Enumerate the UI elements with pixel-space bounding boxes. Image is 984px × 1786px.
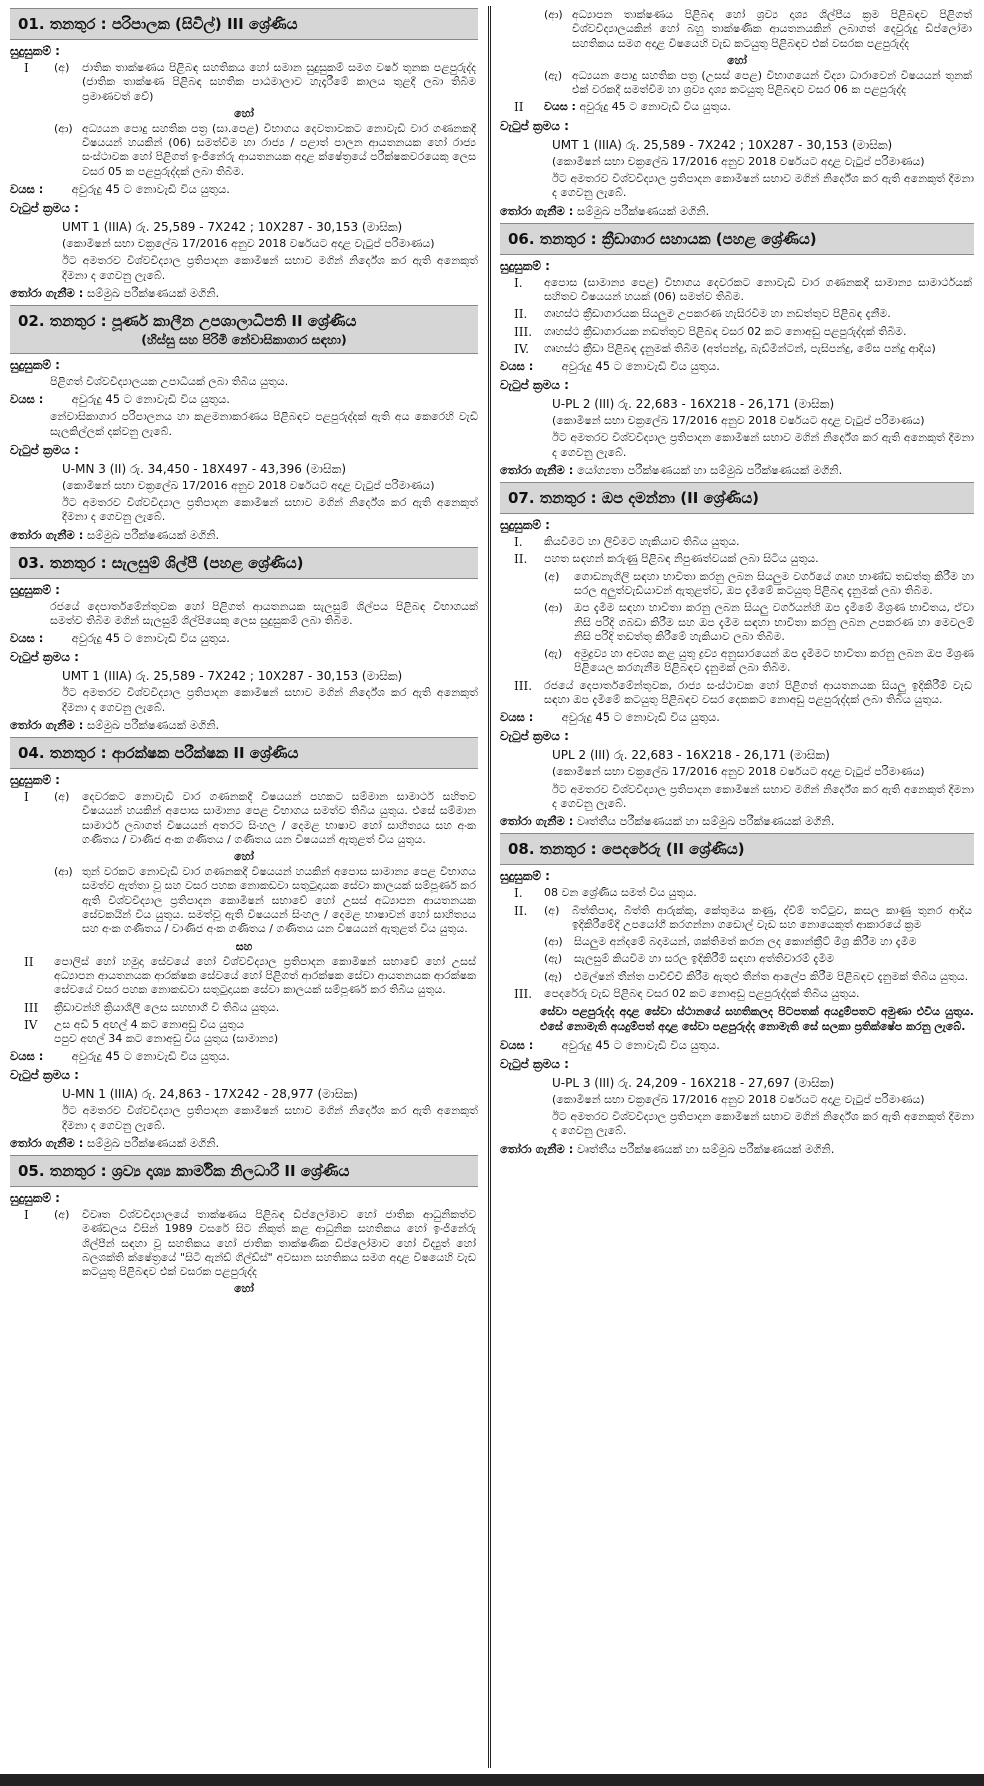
- qualifications-label: සුදුසුකම් :: [10, 582, 60, 597]
- qualification-text: අධ්‍යයන පොදු සහතික පත්‍ර (සා.පෙළ) විභාගය දෙවතාවකට නොවැඩි වාර ගණනකදී විෂයයන් හයකින් (06) සමත්වීම හා රාජ්‍ය / පළාත් පාලන ආයතනයක හෝ රාජ්‍ය සංස්ථාවක හෝ පිළිගත් ඉංජිනේරු ආයතනයක අදාළ ක්ෂේත්‍රයේ පරීක්ෂකවරයෙකු ලෙස වසර 05 ක පළපුරුද්දක් ලබා තිබීම.: [82, 121, 476, 178]
- age-label: වයස :: [544, 100, 576, 114]
- salary-note: (කොමිෂන් සභා චක්‍රලේඛ 17/2016 අනුව 2018 වර්ෂයට අදාළ වැටුප් පරිමාණය): [552, 765, 925, 779]
- selection-row: [10, 718, 478, 733]
- section-07: [500, 482, 974, 829]
- roman-numeral: III.: [514, 324, 533, 339]
- sub-marker: (ආ): [544, 601, 563, 615]
- qualification-text: රජයේ දෙපාර්තමේන්තුවක හෝ පිළිගත් ආයතනයක සැලසුම් ශිල්පය පිළිබඳ විභාගයක් සමත්ව තිබීම මගින් සැලසුම් ශිල්පියෙකු ලෙස සුදුසුකම් ලබා තිබීම.: [50, 599, 478, 628]
- section-01: [10, 8, 478, 301]
- or-separator: හෝ: [234, 106, 254, 120]
- sub-marker: (අ): [544, 569, 560, 583]
- selection-row: [10, 1136, 478, 1151]
- section-05: [10, 1155, 478, 1295]
- qualification-item: [500, 679, 974, 708]
- age-value: අවුරුදු 45 ට නොවැඩි විය යුතුය.: [71, 182, 230, 197]
- sub-marker: (ඈ): [544, 969, 563, 983]
- qualification-text: ජාතික තාක්ෂණය පිළිබඳ සහතිකය හෝ සමාන සුදුසුකම් සමග වර්ෂ තුනක පළපුරුද්ද (ජාතික තාක්ෂණ පිළිබඳ සහතික පාඨමාලාව හැදෑරීමේ කාලය තුළදී ලබා තිබීම ප්‍රමාණවත් වේ): [82, 61, 476, 103]
- age-label: වයස :: [10, 392, 44, 407]
- qualifications-label: සුදුසුකම් :: [500, 869, 550, 884]
- selection-label: තෝරා ගැනීම :: [500, 463, 574, 478]
- allowance-note: ඊට අමතරව විශ්වවිද්‍යාල ප්‍රතිපාදන කොමිෂන් සභාව මගින් නිර්දේශ කර ඇති අනෙකුත් දීමනා ද ගෙවනු ලැබේ.: [62, 496, 478, 524]
- selection-label: තෝරා ගැනීම :: [500, 1141, 574, 1156]
- salary-label: වැටුප් ක්‍රමය :: [500, 118, 569, 133]
- allowance-note: ඊට අමතරව විශ්වවිද්‍යාල ප්‍රතිපාදන කොමිෂන් සභාව මගින් නිර්දේශ කර ඇති අනෙකුත් දීමනා ද ගෙවනු ලැබේ.: [552, 172, 974, 200]
- roman-numeral: III.: [514, 986, 533, 1001]
- allowance-note: ඊට අමතරව විශ්වවිද්‍යාල ප්‍රතිපාදන කොමිෂන් සභාව මගින් නිර්දේශ කර ඇති අනෙකුත් දීමනා ද ගෙවනු ලැබේ.: [552, 782, 974, 810]
- salary-label: වැටුප් ක්‍රමය :: [500, 378, 569, 393]
- roman-numeral: IV: [24, 1017, 38, 1032]
- sub-marker: (ආ): [54, 865, 73, 879]
- roman-numeral: I: [24, 61, 29, 75]
- selection-value: සම්මුඛ පරීක්ෂණයක් මගිනි.: [576, 203, 710, 218]
- qualification-item: [10, 1018, 478, 1047]
- salary-label: වැටුප් ක්‍රමය :: [10, 650, 79, 665]
- section-06: [500, 223, 974, 478]
- sub-marker: (ඇ): [544, 952, 563, 966]
- section-03: [10, 547, 478, 733]
- qualification-subitem: [544, 970, 974, 984]
- salary-note: (කොමිෂන් සභා චක්‍රලේඛ 17/2016 අනුව 2018 වර්ෂයට අදාළ වැටුප් පරිමාණය): [552, 154, 925, 168]
- sub-marker: (අ): [54, 1207, 70, 1221]
- age-value: අවුරුදු 45 ට නොවැඩි විය යුතුය.: [71, 392, 230, 407]
- salary-note: (කොමිෂන් සභා චක්‍රලේඛ 17/2016 අනුව 2018 වර්ෂයට අදාළ වැටුප් පරිමාණය): [62, 478, 435, 492]
- qualification-item: [500, 8, 974, 51]
- roman-numeral: I: [24, 789, 29, 804]
- salary-scale: U-MN 3 (II) රු. 34,450 - 18X497 - 43,396 (මාසික): [62, 461, 347, 476]
- qualification-subitem: [544, 647, 974, 676]
- section-05-continued: [500, 8, 974, 219]
- qualification-text: ගොඩනැගිලි සඳහා භාවිතා කරනු ලබන සියලුම වර්ගයේ ගෘහ භාණ්ඩ තඩත්තු කිරීම හා සරල අලුත්වැඩියාවන් ඇතුළත්ව, ඔප දැමීමේ කටයුතු පිළිබඳ දැනුමක් ලබා තිබීම.: [574, 569, 974, 597]
- qualification-text: පොලිස් හෝ හමුදා සේවයේ හෝ විශ්වවිද්‍යාල ප්‍රතිපාදන කොමිෂන් සභාවේ හෝ උසස් අධ්‍යාපන ආයතනයක ආරක්ෂක සේවයේ හෝ පිළිගත් ආරක්ෂක සේවා ආයතනයක ආරක්ෂක සේවයේ වසර පහක නොකඩවා සතුටුදායක සේවා කාලයක් සම්පූර්ණ කර තිබිය යුතුය.: [54, 954, 476, 997]
- qualification-item: [500, 552, 974, 566]
- salary-scale: U-PL 2 (III) රු. 22,683 - 16X218 - 26,171 (මාසික): [552, 397, 835, 412]
- qualification-text: කියවීමට හා ලිවීමට හැකියාව තිබිය යුතුය.: [544, 535, 740, 549]
- roman-numeral: III: [24, 1000, 39, 1015]
- salary-scale: UMT 1 (IIIA) රු. 25,589 - 7X242 ; 10X287 - 30,153 (මාසික): [552, 137, 893, 152]
- right-column: [500, 6, 974, 1774]
- age-label: වයස :: [10, 182, 44, 197]
- age-label: වයස :: [500, 1037, 534, 1052]
- preference-note: නේවාසිකාගාර පරිපාලනය හා කළමනාකරණය පිළිබඳව පළපුරුද්දක් ඇති අය කෙරෙහි වැඩි සැලකිල්ලක් දක්වනු ලැබේ.: [50, 410, 478, 438]
- selection-row: [500, 463, 974, 478]
- qualification-text: බිත්තිපාද, බිත්ති ආරුක්කු, කේතුමය කණු, ද්වීම් තට්ටුව, කසල කාණු තුනර ආදිය ඉදිකිරීමේදී උපයෝගී කරගන්නා ගඩොල් වැඩ සහ නොයෙකුත් ආකාරයේ ක්‍රම: [572, 903, 972, 931]
- selection-label: තෝරා ගැනීම :: [10, 527, 84, 542]
- qualification-item: [10, 61, 478, 104]
- salary-note: (කොමිෂන් සභා චක්‍රලේඛ 17/2016 අනුව 2018 වර්ෂයට අදාළ වැටුප් පරිමාණය): [62, 237, 435, 251]
- selection-label: තෝරා ගැනීම :: [10, 1135, 84, 1150]
- or-separator: හෝ: [727, 53, 747, 67]
- height-requirement: උස අඩි 5 අඟල් 4 කට නොඅඩු විය යුතුය: [54, 1017, 244, 1031]
- allowance-note: ඊට අමතරව විශ්වවිද්‍යාල ප්‍රතිපාදන කොමිෂන් සභාව මගින් නිර්දේශ කර ඇති අනෙකුත් දීමනා ද ගෙවනු ලැබේ.: [62, 686, 478, 714]
- qualification-text: ගෘහස්ථ ක්‍රීඩාගාරයක නඩත්තුව පිළිබඳ වසර 02 කට නොඅඩු පළපුරුද්දක් තිබීම.: [544, 324, 907, 338]
- salary-scale: U-PL 3 (III) රු. 24,209 - 16X218 - 27,697 (මාසික): [552, 1075, 835, 1090]
- roman-numeral: II: [514, 100, 524, 115]
- section-title: 03. තනතුර : සැලසුම් ශිල්පී (පහළ ශ්‍රේණිය): [10, 547, 478, 579]
- sub-marker: (ඇ): [544, 647, 563, 661]
- qualification-text: 08 වන ශ්‍රේණිය සමත් විය යුතුය.: [544, 886, 697, 900]
- qualification-text: සැලසුම් කියවීම හා සරල ඉදිකිරීම් සඳහා අත්තිවාරම් දැමීම: [574, 952, 835, 966]
- allowance-note: ඊට අමතරව විශ්වවිද්‍යාල ප්‍රතිපාදන කොමිෂන් සභාව මගින් නිර්දේශ කර ඇති අනෙකුත් දීමනා ද ගෙවනු ලැබේ.: [552, 431, 974, 459]
- qualification-text: ඔප දැමීම සඳහා භාවිතා කරනු ලබන සියලු වර්ගයන්හි ඔප දැමීමේ මිශ්‍රණ භාවිතය, ඒවා නිසි පරිදි ගබඩා කිරීම සහ ඔප දැමීම සඳහා භාවිතා කරනු ලබන උපකරණ හා මෙවලම් නිසි පරිදි තඩත්තු කිරීමේ හැකියාව ලබා තිබීම.: [574, 601, 974, 643]
- age-row: [500, 1038, 974, 1053]
- qualifications-label: සුදුසුකම් :: [10, 772, 60, 787]
- qualification-item: [10, 122, 478, 179]
- salary-scale: U-MN 1 (IIIA) රු. 24,863 - 17X242 - 28,977 (මාසික): [62, 1087, 358, 1102]
- qualification-item: [500, 69, 974, 98]
- qualification-text: අපොස (සාමාන්‍ය පෙළ) විභාගය දෙවරකට නොවැඩි වාර ගණනකදී සාමාන්‍ය සාමාර්ථයක් සහිතව විෂයයන් හයක් (06) සමත්ව තිබීම.: [544, 275, 972, 303]
- sub-marker: (ආ): [544, 8, 563, 21]
- roman-numeral: I.: [514, 535, 523, 550]
- age-label: වයස :: [500, 359, 534, 374]
- qualification-subitem: [544, 570, 974, 599]
- qualification-item: [500, 535, 974, 549]
- roman-numeral: I.: [514, 886, 523, 901]
- selection-label: තෝරා ගැනීම :: [500, 814, 574, 829]
- salary-label: වැටුප් ක්‍රමය :: [500, 729, 569, 744]
- qualification-item: [10, 790, 478, 847]
- section-title: 01. තනතුර : පරිපාලක (සිවිල්) III ශ්‍රේණිය: [10, 8, 478, 40]
- section-title: 04. තනතුර : ආරක්ෂක පරීක්ෂක II ශ්‍රේණිය: [10, 737, 478, 769]
- selection-label: තෝරා ගැනීම :: [500, 203, 574, 218]
- left-column: [10, 6, 478, 1774]
- age-row: [500, 710, 974, 725]
- salary-note: (කොමිෂන් සභා චක්‍රලේඛ 17/2016 අනුව 2018 වර්ෂයට අදාළ වැටුප් පරිමාණය): [552, 414, 925, 428]
- qualifications-label: සුදුසුකම් :: [10, 357, 60, 372]
- age-label: වයස :: [10, 631, 44, 646]
- selection-row: [500, 204, 974, 219]
- age-value: අවුරුදු 45 ට නොවැඩි විය යුතුය.: [561, 710, 720, 725]
- sub-marker: (අ): [54, 61, 70, 74]
- roman-numeral: I: [24, 1207, 29, 1222]
- qualification-text: අධ්‍යාපන තාක්ෂණය පිළිබඳ හෝ ශ්‍රව්‍ය දෘශ්‍ය ශිල්පීය ක්‍රම පිළිබඳව පිළිගත් විශ්වවිද්‍යාලයකින් හෝ බහු තාක්ෂණික ආයතනයකින් ලබාගත් දෙවුරුදු ඩිප්ලෝමා සහතිකය සමග අදාළ විෂයෙහි වැඩ කටයුතු පිළිබඳව එක් වසරක පළපුරුද්ද: [572, 8, 972, 50]
- sub-marker: (අ): [544, 903, 560, 917]
- selection-row: [10, 286, 478, 301]
- qualifications-label: සුදුසුකම් :: [500, 518, 550, 533]
- qualification-item: [500, 342, 974, 356]
- section-title: 06. තනතුර : ක්‍රීඩාගාර සහායක (පහළ ශ්‍රේණිය): [500, 223, 974, 255]
- qualification-text: එමල්ෂන් තීන්ත පාවිච්චි කිරීම ඇතුළු තීන්ත ආලේප කිරීම පිළිබඳව දැනුමක් තිබිය යුතුය.: [574, 969, 969, 983]
- qualification-text: තුන් වරකට නොවැඩි වාර ගණනකදී විෂයයන් හයකින් අපොස සාමාන්‍ය පෙළ විභාගය සමත්ව ඇත්තා වූ සහ වසර පහක නොකඩවා සතුටුදායක සේවා කාලයක් සම්පූර්ණ කර ඇති විශ්වවිද්‍යාල ප්‍රතිපාදන කොමිෂන් සභාවේ හෝ උසස් අධ්‍යාපන ආයතනයක සේවකයින් විය යුතුය. සමත්වූ ඇති විෂයයන් සිංහල / දෙමළ භාෂාවන් හෝ සාහිත්‍යය සහ අංක ගණිතය / වාණිජ අංක ගණිතය / ගණිතය යන විෂයයන් ඇතුළත් විය යුතුය.: [82, 865, 476, 936]
- chest-requirement: පපුව අඟල් 34 කට නොඅඩු විය යුතුය (සාමාන්‍ය): [54, 1032, 279, 1046]
- age-label: වයස :: [500, 710, 534, 725]
- section-header: [10, 305, 478, 354]
- roman-numeral: IV.: [514, 341, 530, 356]
- qualification-item: [10, 1208, 478, 1279]
- age-value: අවුරුදු 45 ට නොවැඩි විය යුතුය.: [71, 631, 230, 646]
- age-row: [10, 1049, 478, 1064]
- roman-numeral: III.: [514, 678, 533, 693]
- selection-row: [10, 528, 478, 543]
- salary-scale: UMT 1 (IIIA) රු. 25,589 - 7X242 ; 10X287 - 30,153 (මාසික): [62, 669, 403, 684]
- or-separator: හෝ: [234, 850, 254, 864]
- sub-marker: (ආ): [54, 121, 73, 135]
- qualification-item: [500, 904, 974, 933]
- selection-value: සම්මුඛ පරීක්ෂණයක් මගිනි.: [86, 717, 220, 732]
- qualifications-label: සුදුසුකම් :: [500, 258, 550, 273]
- qualification-text: රජයේ දෙපාර්තමේන්තුවක, රාජ්‍ය සංස්ථාවක හෝ පිළිගත් ආයතනයක සියලු ඉදිකිරීම් වැඩ සඳහා ඔප දැමීමේ කටයුතු පිළිබඳව වසර දෙකකට නොඅඩු පළපුරුද්දක් ලබා තිබිය යුතුය.: [544, 678, 972, 707]
- roman-numeral: II.: [514, 903, 528, 918]
- selection-label: තෝරා ගැනීම :: [10, 285, 84, 300]
- roman-numeral: II: [24, 954, 34, 969]
- age-value: අවුරුදු 45 ට නොවැඩි විය යුතුය.: [561, 359, 720, 374]
- qualification-text: විවෘත විශ්වවිද්‍යාලයේ තාක්ෂණය පිළිබඳ ඩිප්ලෝමාව හෝ ජාතික ආධුනිකත්ව මණ්ඩලය විසින් 1989 වසරේ සිට නිකුත් කළ ආධුනික සහතිකය හෝ ඉංජිනේරු ශිල්පීන් සඳහා වූ සහතිකය හෝ ජාතික තාක්ෂණික ඩිප්ලෝමාව හෝ විද්‍යුත් හෝ බලශක්ති ක්ෂේත්‍රයේ "සිටි ඇන්ඩ් ගිල්ඩ්ස්" අවසාන සහතිකය සමග අදාළ විෂයෙහි වැඩ කටයුතු පිළිබඳව එක් වසරක පළපුරුද්ද: [82, 1207, 476, 1279]
- age-row: [10, 182, 478, 197]
- qualification-item: [500, 987, 974, 1001]
- age-row: [10, 631, 478, 646]
- salary-label: වැටුප් ක්‍රමය :: [500, 1056, 569, 1071]
- salary-scale: UMT 1 (IIIA) රු. 25,589 - 7X242 ; 10X287 - 30,153 (මාසික): [62, 220, 403, 235]
- qualification-subitem: [544, 952, 974, 966]
- qualification-text: ගෘහස්ථ ක්‍රීඩා පිළිබඳ දැනුමක් තිබීම (අත්පන්දු, බැඩ්මින්ටන්, පැසිපන්දු, මේස පන්දු ආදිය): [544, 341, 936, 355]
- section-title: 02. තනතුර : පූර්ණ කාලීන උපශාලාධිපති II ශ්‍රේණිය: [18, 311, 357, 330]
- qualification-text: පහත සඳහන් කරුණු පිළිබඳ නිපුණත්වයක් ලබා සිටිය යුතුය.: [544, 552, 819, 566]
- qualification-text: ක්‍රීඩාවන්හි ක්‍රියාශීලී ලෙස සහභාගී වී තිබිය යුතුය.: [54, 1000, 280, 1014]
- salary-note: (කොමිෂන් සභා චක්‍රලේඛ 17/2016 අනුව 2018 වර්ෂයට අදාළ වැටුප් පරිමාණය): [552, 1092, 925, 1106]
- qualifications-label: සුදුසුකම් :: [10, 44, 60, 58]
- qualification-text: දෙවරකට නොවැඩි වාර ගණනකදී විෂයයන් පහකට සම්මාන සාමාර්ථ සහිතව විෂයයන් හයකින් අපොස සාමාන්‍ය පෙළ විභාගය සමත්ව තිබිය යුතුය. එසේ සම්මාන සාමාර්ථ ලබාගත් විෂයයන් අතරට සිංහල / දෙමළ භාෂාව හෝ සාහිත්‍යය සහ අංක ගණිතය / වාණිජ අංක ගණිතය / ගණිතය යන විෂයයන් ඇතුළත් විය යුතුය.: [82, 789, 476, 846]
- selection-row: [500, 1142, 974, 1157]
- section-title: 05. තනතුර : ශ්‍රව්‍ය දෘශ්‍ය කාර්මික නිලධාරී II ශ්‍රේණිය: [10, 1155, 478, 1187]
- qualification-text: අමුද්‍රව්‍ය හා අවශ්‍ය කළ යුතු ද්‍රව්‍ය අනුසාරයෙන් ඔප දැමීමට භාවිතා කරනු ලබන ඔප මිශ්‍රණ පිළියෙල කරගැනීම පිළිබඳව දැනුමක් ලබා තිබීම.: [574, 647, 974, 675]
- bottom-rule: [0, 1774, 984, 1786]
- selection-value: සම්මුඛ පරීක්ෂණයක් මගිනි.: [86, 1135, 220, 1150]
- and-separator: සහ: [235, 939, 253, 953]
- qualification-item: [500, 325, 974, 339]
- selection-value: සම්මුඛ පරීක්ෂණයක් මගිනි.: [86, 527, 220, 542]
- allowance-note: ඊට අමතරව විශ්වවිද්‍යාල ප්‍රතිපාදන කොමිෂන් සභාව මගින් නිර්දේශ කර ඇති අනෙකුත් දීමනා ද ගෙවනු ලැබේ.: [62, 1104, 478, 1132]
- selection-value: සම්මුඛ පරීක්ෂණයක් මගිනි.: [86, 285, 220, 300]
- age-item: [500, 100, 974, 114]
- salary-label: වැටුප් ක්‍රමය :: [10, 1068, 79, 1083]
- allowance-note: ඊට අමතරව විශ්වවිද්‍යාල ප්‍රතිපාදන කොමිෂන් සභාව මගින් නිර්දේශ කර ඇති අනෙකුත් දීමනා ද ගෙවනු ලැබේ.: [62, 254, 478, 282]
- section-02: [10, 305, 478, 543]
- qualification-text: පෙදරේරු වැඩ පිළිබඳ වසර 02 කට නොඅඩු පළපුරුද්දක් තිබිය යුතුය.: [544, 986, 860, 1000]
- section-title: 08. තනතුර : පෙදරේරු (II ශ්‍රේණිය): [500, 833, 974, 865]
- selection-value: යෝග්‍යතා පරීක්ෂණයක් හා සම්මුඛ පරීක්ෂණයක් මගිනි.: [576, 463, 843, 478]
- qualification-text: [54, 1018, 478, 1047]
- roman-numeral: II.: [514, 307, 528, 322]
- qualification-subitem: [544, 935, 974, 949]
- or-separator: හෝ: [234, 1282, 254, 1296]
- qualification-item: [500, 276, 974, 305]
- section-title: 07. තනතුර : ඔප දමන්නා (II ශ්‍රේණිය): [500, 482, 974, 514]
- salary-label: වැටුප් ක්‍රමය :: [10, 201, 79, 216]
- qualification-text: පිළිගත් විශ්වවිද්‍යාලයක උපාධියක් ලබා තිබිය යුතුය.: [50, 374, 289, 388]
- experience-note: සේවා පළපුරුද්ද අදාළ සේවා ස්ථානයේ සහතිකලද පිටපතක් අයදුම්පතට අමුණා එවිය යුතුය. එසේ නොමැති අයදුම්පත් අදාළ සේවා පළපුරුද්ද නොමැති සේ සලකා ප්‍රතික්ෂේප කරනු ලැබේ.: [540, 1005, 974, 1033]
- qualification-item: [10, 955, 478, 998]
- age-value: අවුරුදු 45 ට නොවැඩි විය යුතුය.: [71, 1049, 230, 1064]
- sub-marker: (ඇ): [544, 68, 563, 82]
- qualifications-label: සුදුසුකම් :: [10, 1190, 60, 1205]
- qualification-item: [500, 886, 974, 900]
- qualification-text: සියලුම අන්දමේ බදාමයන්, ශක්තිමත් කරන ලද කොන්ක්‍රීට් මිශ්‍ර කිරීම හා දැමීම: [574, 935, 917, 949]
- selection-value: වෘත්තීය පරීක්ෂණයක් හා සම්මුඛ පරීක්ෂණයක් මගිනි.: [576, 1141, 835, 1156]
- roman-numeral: II.: [514, 552, 528, 567]
- salary-scale: UPL 2 (III) රු. 22,683 - 16X218 - 26,171 (මාසික): [552, 748, 830, 763]
- qualification-text: ගෘහස්ථ ක්‍රීඩාගාරයක සියලුම උපකරණ හැසිරවීම හා නඩත්තුව පිළිබඳ දැනීම.: [544, 307, 891, 321]
- age-row: [500, 359, 974, 374]
- sub-marker: (ආ): [544, 935, 563, 949]
- allowance-note: ඊට අමතරව විශ්වවිද්‍යාල ප්‍රතිපාදන කොමිෂන් සභාව මගින් නිර්දේශ කර ඇති අනෙකුත් දීමනා ද ගෙවනු ලැබේ.: [552, 1110, 974, 1138]
- age-value: අවුරුදු 45 ට නොවැඩි විය යුතුය.: [579, 100, 731, 114]
- section-subtitle: (හිස්සු සහ පිරිමි නේවාසිකාගාර සඳහා): [141, 331, 347, 347]
- selection-label: තෝරා ගැනීම :: [10, 717, 84, 732]
- section-08: [500, 833, 974, 1157]
- qualification-item: [10, 865, 478, 936]
- age-value: අවුරුදු 45 ට නොවැඩි විය යුතුය.: [561, 1037, 720, 1052]
- salary-label: වැටුප් ක්‍රමය :: [10, 442, 79, 457]
- section-04: [10, 737, 478, 1151]
- age-label: වයස :: [10, 1049, 44, 1064]
- qualification-subitem: [544, 601, 974, 644]
- qualification-item: [500, 307, 974, 321]
- sub-marker: (අ): [54, 789, 70, 803]
- qualification-item: [10, 1001, 478, 1015]
- qualification-text: අධ්‍යයන පොදු සහතික පත්‍ර (උසස් පෙළ) විභාගයෙන් විද්‍යා ධාරාවෙන් විෂයයන් තුනක් එක් වරකදී සමත්වීම හා ශ්‍රව්‍ය දෘශ්‍ය කටයුතු පිළිබඳව වසර 06 ක පළපුරුද්ද: [572, 68, 972, 97]
- roman-numeral: I.: [514, 275, 523, 290]
- age-row: [10, 392, 478, 407]
- selection-value: වෘත්තීය පරීක්ෂණයක් හා සම්මුඛ පරීක්ෂණයක් මගිනි.: [576, 814, 835, 829]
- selection-row: [500, 814, 974, 829]
- column-divider: [488, 6, 491, 1768]
